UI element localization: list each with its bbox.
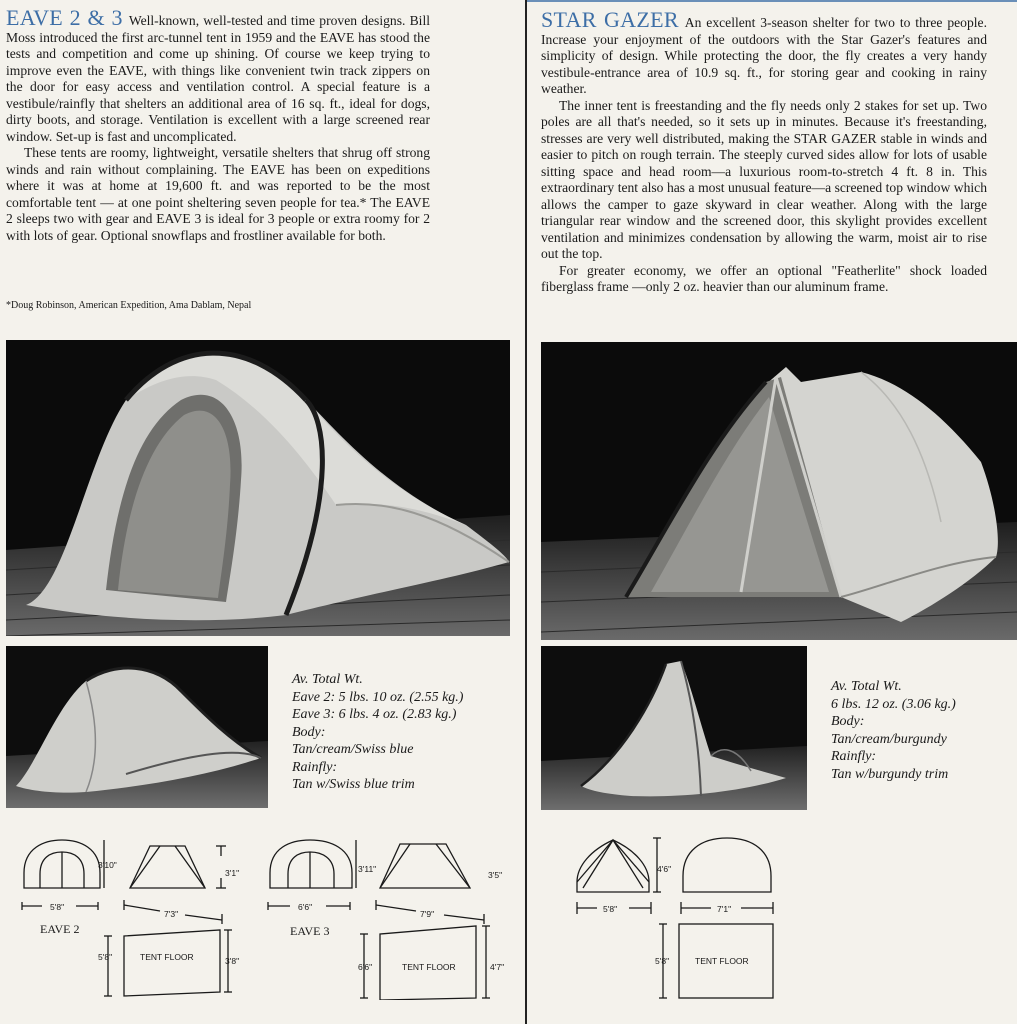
eave2-floor-label: TENT FLOOR [140,952,194,962]
eave2-diagram [20,838,252,1000]
stargazer-body-colors: Tan/cream/burgundy [831,731,947,747]
eave-fly-photo [6,646,268,808]
stargazer-paragraph-1: An excellent 3-season shelter for two to three people. Increase your enjoyment of the outdoors with the Star Gazer's features and simplicity of design. While protecting the door, the fly creates a very handy vestibule-entrance area of 10.9 sq. ft., for storing gear and cooking in rainy weather. [541,15,987,96]
eave3-length: 7'9" [420,909,435,919]
eave2-height-front: 3'10" [98,860,117,870]
stargazer-floor-label: TENT FLOOR [695,956,749,966]
stargazer-description [541,7,987,296]
eave-footnote: *Doug Robinson, American Expedition, Ama Dablam, Nepal [6,300,252,311]
eave-heading: EAVE 2 & 3 [6,5,123,30]
stargazer-paragraph-3: For greater economy, we offer an optional "Featherlite" shock loaded fiberglass frame —only 2 oz. heavier than our aluminum frame. [541,262,987,294]
stargazer-rainfly-colors: Tan w/burgundy trim [831,766,949,782]
eave3-height-front: 3'11" [358,864,377,874]
eave3-weight: Eave 3: 6 lbs. 4 oz. (2.83 kg.) [292,707,457,722]
stargazer-heading: STAR GAZER [541,7,679,32]
eave2-floor-end: 3'8" [225,956,240,966]
stargazer-body-label: Body: [831,714,865,729]
eave-body-label: Body: [292,724,326,740]
eave3-floor-width: 6'6" [358,962,373,972]
eave-total-wt-label: Av. Total Wt. [292,672,363,687]
eave2-height-side: 3'1" [225,868,240,878]
eave-paragraph-1: Well-known, well-tested and time proven designs. Bill Moss introduced the first arc-tunnel tent in 1959 and the EAVE has stood the tests and competition and come up shining. Of course we keep trying to improve even the EAVE, with things like convenient twin track zippers on the door for easy access and ventilation control. A special feature is a vestibule/rainfly that shelters an additional area of 16 sq. ft., ideal for dogs, dirty boots, and storage. Ventilation is excellent with a large screened rear window. Set-up is fast and uncomplicated. [6,13,430,144]
stargazer-rainfly-label: Rainfly: [831,749,877,764]
stargazer-weight: 6 lbs. 12 oz. (3.06 kg.) [831,696,956,712]
eave2-length: 7'3" [164,909,179,919]
eave2-weight: Eave 2: 5 lbs. 10 oz. (2.55 kg.) [292,689,464,705]
eave-specs [292,671,463,794]
stargazer-main-photo [541,342,1017,640]
stargazer-length: 7'1" [717,904,732,914]
stargazer-fly-photo [541,646,807,810]
eave2-width: 5'8" [50,902,65,912]
eave-paragraph-2: These tents are roomy, lightweight, versatile shelters that shrug off strong winds and rain without complaining. The EAVE has been on expeditions where it was at home at 19,600 ft. and was reported to be the most comfortable tent — at one point sheltering seven people for tea.* The EAVE 2 sleeps two with gear and EAVE 3 is ideal for 3 people or extra roomy for 2 with lots of gear. Optional snowflaps and frostliner available for both. [6,145,430,243]
eave3-width: 6'6" [298,902,313,912]
stargazer-paragraph-2: The inner tent is freestanding and the fly needs only 2 stakes for set up. Two poles are all that's needed, so it sets up in minutes. Because it's freestanding, stresses are very well distributed, making the STAR GAZER stable in winds and easier to pitch on rough terrain. The steeply curved sides allow for lots of usable sitting space and head room—a luxurious room-to-stretch 4 ft. 8 in. This extraordinary tent also has a most unusual feature—a screened top window which allows the camper to gaze skyward in clear weather. Along with the large triangular rear window and the screened door, this skylight provides excellent ventilation and minimizes condensation by allowing the warm, moist air to rise out the top. [541,97,987,261]
eave2-name: EAVE 2 [40,922,80,936]
eave3-diagram [266,838,516,1000]
eave-main-photo [6,340,510,636]
stargazer-diagram [573,836,779,1002]
eave-rainfly-colors: Tan w/Swiss blue trim [292,777,415,792]
stargazer-width: 5'8" [603,904,618,914]
stargazer-floor-width: 5'8" [655,956,670,966]
eave3-name: EAVE 3 [290,924,330,938]
eave3-floor-label: TENT FLOOR [402,962,456,972]
eave-description [6,5,430,244]
eave-body-colors: Tan/cream/Swiss blue [292,742,414,757]
stargazer-height: 4'6" [657,864,672,874]
stargazer-total-wt-label: Av. Total Wt. [831,679,902,694]
eave2-floor-width: 5'8" [98,952,113,962]
eave3-height-side: 3'5" [488,870,503,880]
eave-rainfly-label: Rainfly: [292,759,338,775]
stargazer-page [527,0,1017,1024]
stargazer-specs [831,678,956,783]
eave3-floor-end: 4'7" [490,962,505,972]
